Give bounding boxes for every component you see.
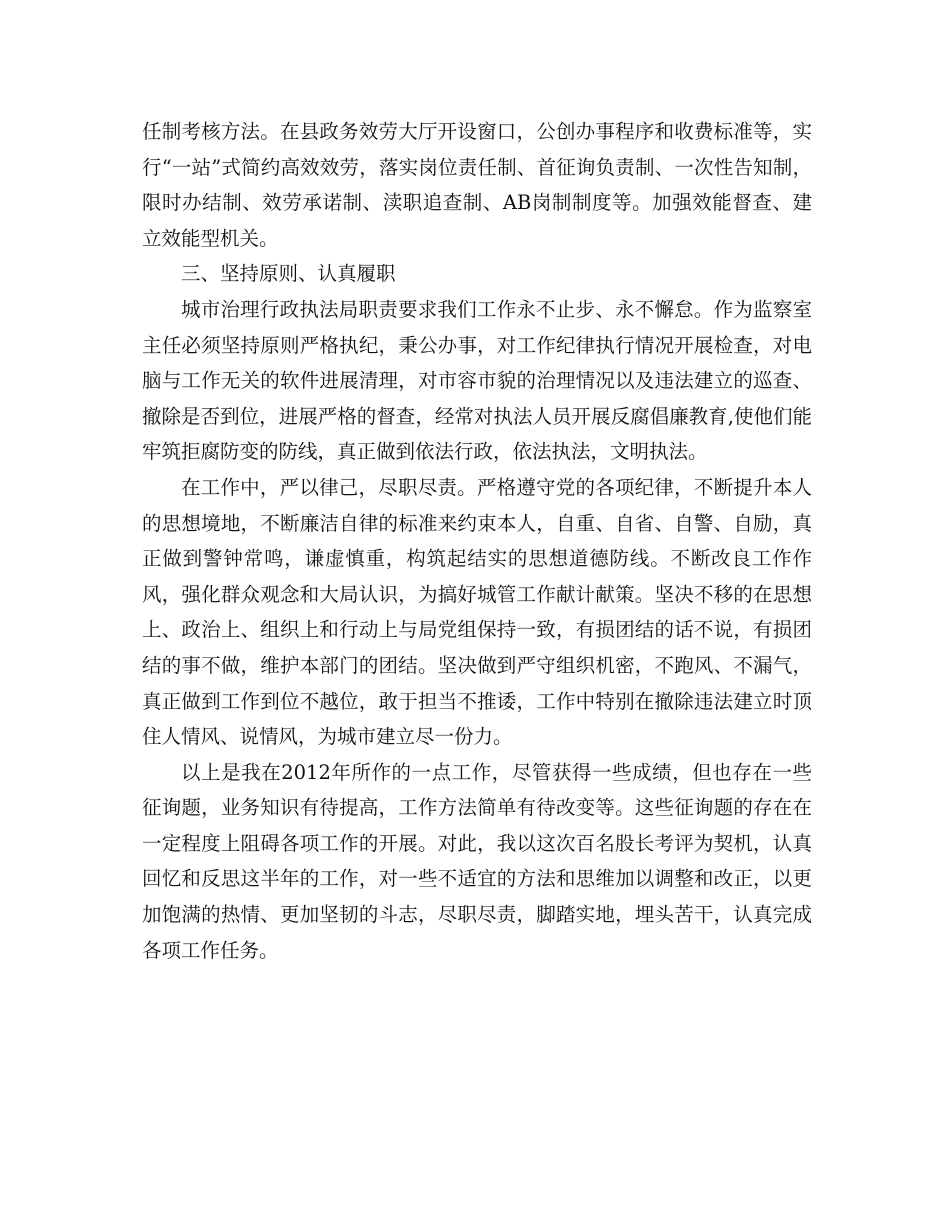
paragraph: 在工作中，严以律己，尽职尽责。严格遵守党的各项纪律，不断提升本人的思想境地，不断廉洁自律的标准来约束本人，自重、自省、自警、自励，真正做到警钟常鸣，谦虚慎重，构筑起结实的思想道德防线。不断改良工作作风，强化群众观念和大局认识，为搞好城管工作献计献策。坚决不移的在思想上、政治上、组织上和行动上与局党组保持一致，有损团结的话不说，有损团结的事不做，维护本部门的团结。坚决做到严守组织机密，不跑风、不漏气，真正做到工作到位不越位，敢于担当不推诿，工作中特别在撤除违法建立时顶住人情风、说情风，为城市建立尽一份力。 [142, 475, 812, 749]
document-body [142, 114, 812, 968]
section-heading: 三、坚持原则、认真履职 [181, 262, 396, 286]
paragraph: 以上是我在2012年所作的一点工作，尽管获得一些成绩，但也存在一些征询题，业务知识有待提高，工作方法简单有待改变等。这些征询题的存在在一定程度上阻碍各项工作的开展。对此，我以这次百名股长考评为契机，认真回忆和反思这半年的工作，对一些不适宜的方法和思维加以调整和改正，以更加饱满的热情、更加坚韧的斗志，尽职尽责，脚踏实地，埋头苦干，认真完成各项工作任务。 [142, 760, 812, 962]
paragraph: 城市治理行政执法局职责要求我们工作永不止步、永不懈怠。作为监察室主任必须坚持原则严格执纪，秉公办事，对工作纪律执行情况开展检查，对电脑与工作无关的软件进展清理，对市容市貌的治理情况以及违法建立的巡查、撤除是否到位，进展严格的督查，经常对执法人员开展反腐倡廉教育,使他们能牢筑拒腐防变的防线，真正做到依法行政，依法执法，文明执法。 [142, 297, 812, 464]
paragraph-continuation: 任制考核方法。在县政务效劳大厅开设窗口，公创办事程序和收费标准等，实行“一站”式简约高效效劳，落实岗位责任制、首征询负责制、一次性告知制，限时办结制、效劳承诺制、渎职追查制、AB岗制制度等。加强效能督查、建立效能型机关。 [142, 120, 812, 250]
